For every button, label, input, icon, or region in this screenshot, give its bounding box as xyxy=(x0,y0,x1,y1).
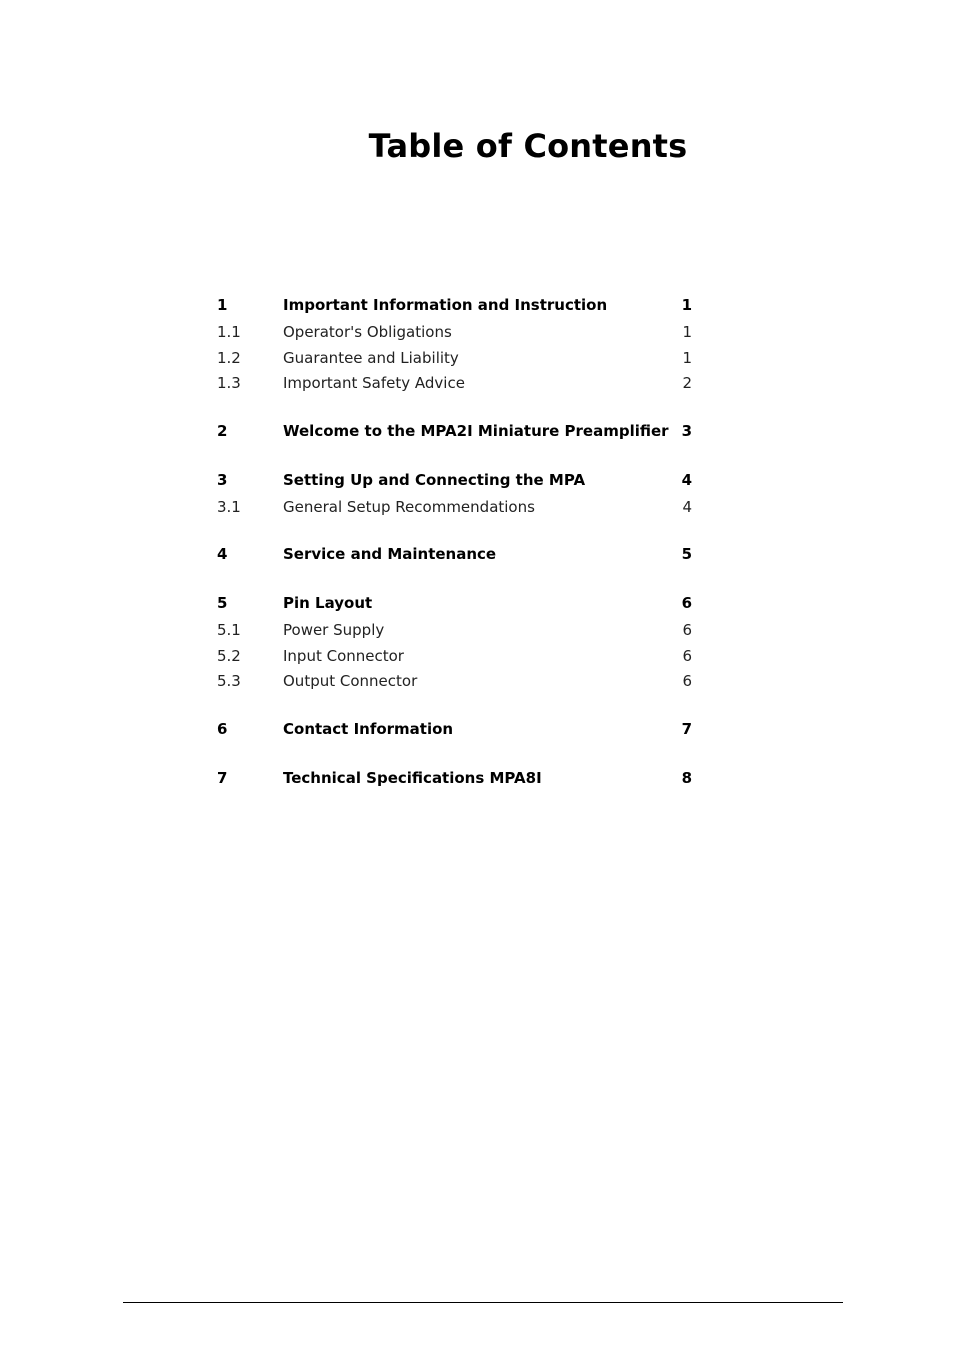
toc-entry-title: Input Connector xyxy=(283,646,404,665)
toc-entry-page: 4 xyxy=(682,497,692,516)
toc-entry-page: 6 xyxy=(682,672,692,690)
toc-entry-title: General Setup Recommendations xyxy=(283,497,535,516)
toc-entry-page: 1 xyxy=(682,323,692,341)
toc-entry[interactable] xyxy=(217,321,697,347)
toc-entry-title: Output Connector xyxy=(283,672,418,690)
toc-entry-title: Technical Specifications MPA8I xyxy=(283,768,542,787)
toc-entry-number: 2 xyxy=(217,421,228,440)
toc-entry[interactable] xyxy=(217,543,697,570)
toc-entry[interactable] xyxy=(217,469,697,496)
toc-entry-title: Welcome to the MPA2I Miniature Preamplifier xyxy=(283,421,669,440)
toc-entry-number: 7 xyxy=(217,768,228,787)
toc-entry-number: 1 xyxy=(217,296,228,314)
table-of-contents xyxy=(217,294,697,794)
toc-entry-title: Important Safety Advice xyxy=(283,374,465,392)
toc-entry[interactable] xyxy=(217,372,697,398)
toc-entry-page: 1 xyxy=(682,348,692,367)
toc-entry[interactable] xyxy=(217,767,697,794)
toc-entry[interactable] xyxy=(217,496,697,522)
toc-entry-page: 3 xyxy=(681,421,692,440)
toc-entry-title: Service and Maintenance xyxy=(283,545,497,563)
toc-entry-number: 1.1 xyxy=(217,323,241,341)
toc-entry-title: Guarantee and Liability xyxy=(283,348,459,367)
toc-entry-number: 3.1 xyxy=(217,497,241,516)
toc-entry[interactable] xyxy=(217,592,697,619)
toc-entry-page: 6 xyxy=(682,621,692,639)
toc-entry-page: 1 xyxy=(681,296,692,314)
toc-entry-number: 5 xyxy=(217,594,228,612)
toc-entry[interactable] xyxy=(217,619,697,645)
toc-entry-title: Power Supply xyxy=(283,621,385,639)
footer-rule xyxy=(123,1302,843,1303)
toc-entry-page: 8 xyxy=(681,768,692,787)
toc-entry-page: 6 xyxy=(682,646,692,665)
toc-entry-page: 7 xyxy=(681,719,692,738)
toc-entry-number: 6 xyxy=(217,719,228,738)
toc-entry-title: Pin Layout xyxy=(283,594,373,612)
page-title: Table of Contents xyxy=(368,127,688,165)
toc-entry[interactable] xyxy=(217,670,697,696)
toc-entry-page: 2 xyxy=(682,374,692,392)
toc-entry[interactable] xyxy=(217,294,697,321)
toc-entry-number: 5.1 xyxy=(217,621,241,639)
toc-entry[interactable] xyxy=(217,347,697,373)
toc-entry-number: 1.3 xyxy=(217,374,241,392)
toc-entry-page: 5 xyxy=(681,545,692,563)
toc-entry[interactable] xyxy=(217,645,697,671)
toc-entry-page: 4 xyxy=(681,470,692,489)
toc-entry-title: Important Information and Instruction xyxy=(283,296,608,314)
toc-entry-number: 1.2 xyxy=(217,348,241,367)
toc-entry-title: Operator's Obligations xyxy=(283,323,452,341)
toc-entry[interactable] xyxy=(217,718,697,745)
toc-entry-number: 5.2 xyxy=(217,646,241,665)
toc-entry-number: 4 xyxy=(217,545,228,563)
toc-entry-title: Contact Information xyxy=(283,719,454,738)
toc-entry[interactable] xyxy=(217,420,697,447)
toc-entry-number: 5.3 xyxy=(217,672,241,690)
toc-entry-title: Setting Up and Connecting the MPA xyxy=(283,470,586,489)
toc-entry-page: 6 xyxy=(681,594,692,612)
toc-entry-number: 3 xyxy=(217,470,228,489)
